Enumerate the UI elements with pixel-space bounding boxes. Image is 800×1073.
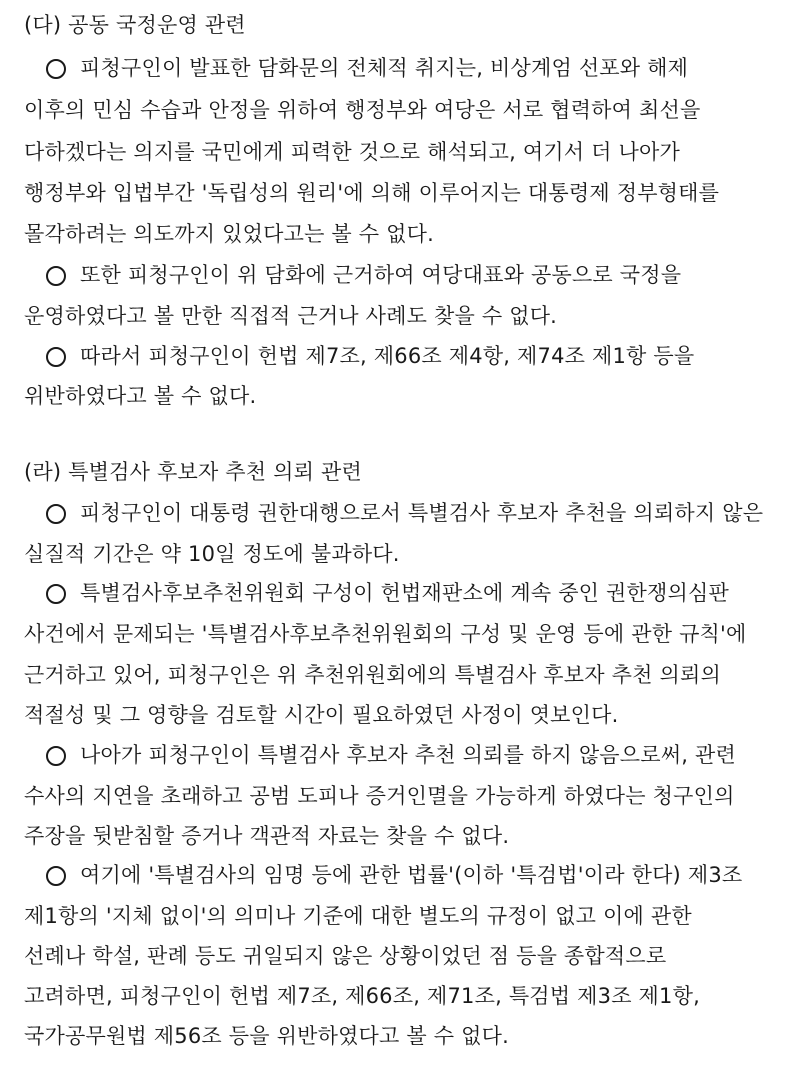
- section-da-p1-line2: 이후의 민심 수습과 안정을 위하여 행정부와 여당은 서로 협력하여 최선을: [24, 98, 701, 122]
- section-ra-p4-line1: 여기에 '특별검사의 임명 등에 관한 법률'(이하 '특검법'이라 한다) 제3조: [46, 860, 742, 890]
- bullet-circle-icon: [46, 866, 66, 886]
- bullet-circle-icon: [46, 59, 66, 79]
- section-da-heading: (다) 공동 국정운영 관련: [24, 13, 246, 37]
- section-ra-p2-line4: 적절성 및 그 영향을 검토할 시간이 필요하였던 사정이 엿보인다.: [24, 703, 619, 727]
- section-ra-p3-line2: 수사의 지연을 초래하고 공범 도피나 증거인멸을 가능하게 하였다는 청구인의: [24, 784, 735, 808]
- section-da-p1-line5: 몰각하려는 의도까지 있었다고는 볼 수 없다.: [24, 222, 434, 246]
- section-ra-p2-line1: 특별검사후보추천위원회 구성이 헌법재판소에 계속 중인 권한쟁의심판: [46, 578, 729, 608]
- section-ra-p4-line3: 선례나 학설, 판례 등도 귀일되지 않은 상황이었던 점 등을 종합적으로: [24, 944, 667, 968]
- section-ra-p2-line2: 사건에서 문제되는 '특별검사후보추천위원회의 구성 및 운영 등에 관한 규칙'에: [24, 622, 747, 646]
- section-ra-p4-line5: 국가공무원법 제56조 등을 위반하였다고 볼 수 없다.: [24, 1024, 509, 1048]
- section-da-p2-line1: 또한 피청구인이 위 담화에 근거하여 여당대표와 공동으로 국정을: [46, 260, 681, 290]
- bullet-circle-icon: [46, 746, 66, 766]
- section-ra-p3-line1: 나아가 피청구인이 특별검사 후보자 추천 의뢰를 하지 않음으로써, 관련: [46, 740, 736, 770]
- section-ra-p2-line3: 근거하고 있어, 피청구인은 위 추천위원회에의 특별검사 후보자 추천 의뢰의: [24, 663, 721, 687]
- section-da-p2-line2: 운영하였다고 볼 만한 직접적 근거나 사례도 찾을 수 없다.: [24, 304, 558, 328]
- bullet-circle-icon: [46, 504, 66, 524]
- section-ra-p4-line2: 제1항의 '지체 없이'의 의미나 기준에 대한 별도의 규정이 없고 이에 관한: [24, 904, 692, 928]
- section-ra-p4-line4: 고려하면, 피청구인이 헌법 제7조, 제66조, 제71조, 특검법 제3조 제1항,: [24, 984, 700, 1008]
- section-ra-p3-line3: 주장을 뒷받침할 증거나 객관적 자료는 찾을 수 없다.: [24, 824, 510, 848]
- bullet-circle-icon: [46, 584, 66, 604]
- section-da-p3-line2: 위반하였다고 볼 수 없다.: [24, 384, 257, 408]
- section-da-p1-line3: 다하겠다는 의지를 국민에게 피력한 것으로 해석되고, 여기서 더 나아가: [24, 140, 680, 164]
- section-ra-heading: (라) 특별검사 후보자 추천 의뢰 관련: [24, 460, 362, 484]
- section-ra-p1-line2: 실질적 기간은 약 10일 정도에 불과하다.: [24, 542, 400, 566]
- bullet-circle-icon: [46, 266, 66, 286]
- section-da-p3-line1: 따라서 피청구인이 헌법 제7조, 제66조 제4항, 제74조 제1항 등을: [46, 341, 694, 371]
- section-da-p1-line1: 피청구인이 발표한 담화문의 전체적 취지는, 비상계엄 선포와 해제: [46, 53, 688, 83]
- section-ra-p1-line1: 피청구인이 대통령 권한대행으로서 특별검사 후보자 추천을 의뢰하지 않은: [46, 498, 763, 528]
- bullet-circle-icon: [46, 347, 66, 367]
- section-da-p1-line4: 행정부와 입법부간 '독립성의 원리'에 의해 이루어지는 대통령제 정부형태를: [24, 181, 720, 205]
